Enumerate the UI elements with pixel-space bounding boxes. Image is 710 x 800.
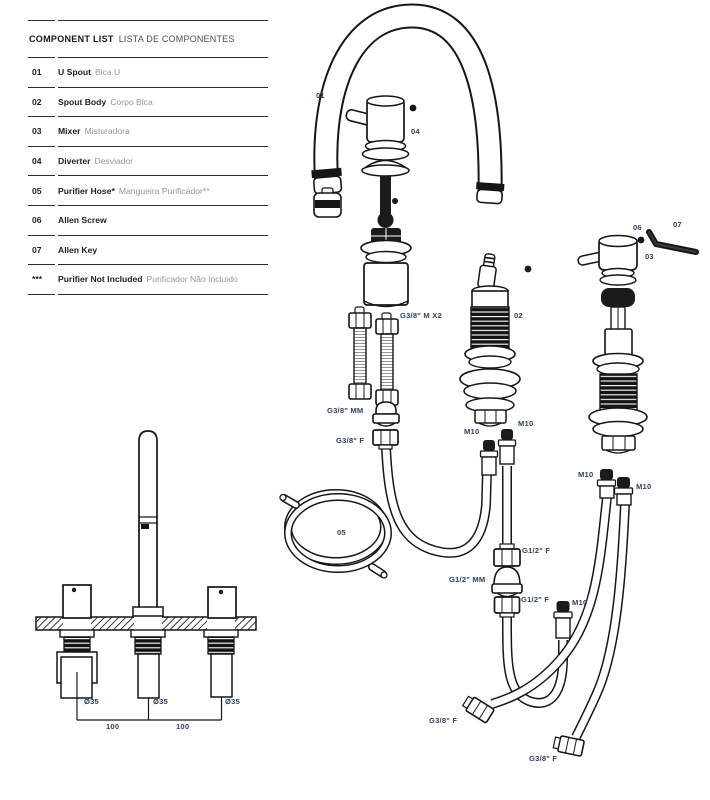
spout-body-screw-dot [525,266,532,273]
mixer-allen-screw-dot [638,237,645,244]
installation-view-drawing [36,431,256,720]
fitting-label-m10-c: M10 [578,470,594,479]
component-row-01 [28,58,268,87]
divider [28,146,268,147]
divider [28,264,268,265]
dimension-spacing-2: 100 [176,722,190,731]
dimension-hole-2: Ø35 [153,697,168,706]
component-list-header [28,21,268,57]
g38mm-adapter-drawing [373,402,399,426]
divider [28,294,268,295]
dimension-spacing-1: 100 [106,722,120,731]
m10-fitting-a-drawing [481,440,498,475]
part-label-mixer: 03 [645,252,654,261]
fitting-label-g38-mm: G3/8" MM [327,406,364,415]
mixer-drawing [577,236,647,454]
divider [28,205,268,206]
purifier-hose-coil-drawing [280,493,388,578]
component-name-en: Purifier Not Included [58,274,143,285]
component-name-en: Mixer [58,126,81,137]
fitting-label-m10-b: M10 [518,419,534,428]
allen-key-drawing [649,232,696,252]
fitting-label-m10-e: M10 [572,598,588,607]
component-number: *** [32,274,43,285]
aerator-drawing [314,188,341,217]
component-number: 01 [32,67,42,78]
g12-chain-drawing [492,544,522,617]
divider [28,87,268,88]
divider [28,20,268,21]
part-label-allen-key: 07 [673,220,682,229]
component-number: 05 [32,185,42,196]
component-row-note [28,265,268,294]
diverter-allen-screw-dot [410,105,417,112]
fitting-label-g38-m-x2: G3/8" M X2 [400,311,442,320]
part-label-u-spout: 01 [316,91,325,100]
dimension-hole-1: Ø35 [84,697,99,706]
m10-fitting-e-drawing [554,601,572,638]
component-row-04 [28,147,268,176]
divider [28,57,268,58]
part-label-allen-screw: 06 [633,223,642,232]
m10-fitting-c-drawing [598,469,616,498]
component-row-07 [28,236,268,265]
diverter-drawing [345,96,409,228]
component-name-pt: Purificador Não Incluido [146,274,238,285]
component-number: 03 [32,126,42,137]
component-row-05 [28,176,268,205]
fitting-label-g12-mm: G1/2" MM [449,575,486,584]
component-name-pt: Mangueira Purificador** [118,185,210,196]
component-list-title-pt: LISTA DE COMPONENTES [118,34,235,44]
component-list-title-en: COMPONENT LIST [29,34,114,44]
component-number: 02 [32,96,42,107]
dimension-hole-3: Ø35 [225,697,240,706]
u-spout-drawing [311,16,504,204]
component-name-pt: Misturadora [84,126,130,137]
divider [28,116,268,117]
component-list [28,12,268,295]
component-name-pt: Corpo Bica [110,96,153,107]
fitting-label-m10-a: M10 [464,427,480,436]
part-label-diverter: 04 [411,127,420,136]
component-name-en: Allen Key [58,244,98,255]
component-number: 07 [32,244,42,255]
fitting-label-g12-f-2: G1/2" F [521,595,550,604]
component-name-pt: Desviador [94,156,134,167]
component-name-en: Allen Screw [58,215,107,226]
fitting-label-g38-f-top: G3/8" F [336,436,365,445]
part-label-spout-body: 02 [514,311,523,320]
m10-fitting-d-drawing [615,477,633,505]
fitting-label-g38-f-b: G3/8" F [529,754,558,763]
spout-body-drawing [460,253,520,426]
fitting-label-g12-f-1: G1/2" F [522,546,551,555]
component-row-02 [28,88,268,117]
component-number: 06 [32,215,42,226]
diverter-cartridge-drawing [361,228,411,307]
component-row-03 [28,117,268,146]
g38f-nut-top-drawing [373,430,398,449]
divider [28,235,268,236]
fitting-label-m10-d: M10 [636,482,652,491]
component-name-en: Purifier Hose* [58,185,115,196]
component-name-en: U Spout [58,67,91,78]
component-number: 04 [32,156,42,167]
component-name-pt: Bica U [94,67,121,78]
g38f-nut-a-drawing [461,694,494,723]
u-hose-1-drawing [386,448,487,553]
component-name-en: Spout Body [58,96,107,107]
supply-hoses-drawing [349,307,398,405]
component-name-en: Diverter [58,156,91,167]
component-row-06 [28,206,268,235]
vertical-hose-drawing [499,429,516,551]
part-label-purifier-hose: 05 [337,528,346,537]
fitting-label-g38-f-a: G3/8" F [429,716,458,725]
divider [28,175,268,176]
